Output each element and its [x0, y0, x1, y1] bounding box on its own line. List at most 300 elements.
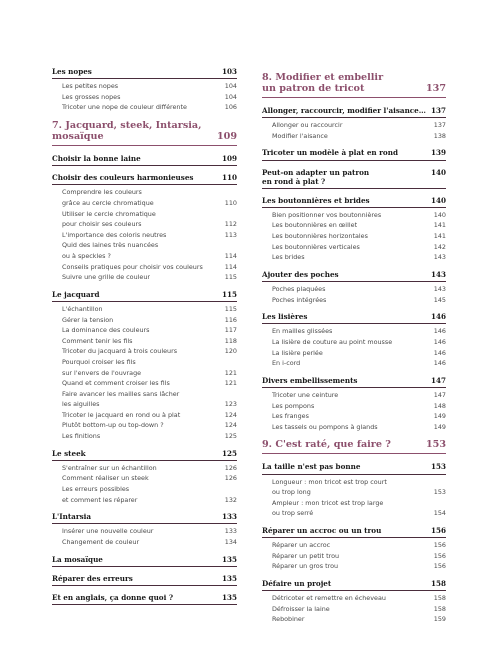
- section-heading[interactable]: [52, 67, 237, 76]
- section-rule: [52, 566, 237, 567]
- section-title: [262, 579, 431, 588]
- toc-section: [262, 526, 446, 572]
- toc-entry[interactable]: [52, 463, 237, 474]
- entry-title-line: Tricoter une nope de couleur différente: [62, 103, 187, 112]
- entry-title-line: Les grosses nopes: [62, 92, 121, 101]
- toc-entry[interactable]: [262, 593, 446, 604]
- entry-title: [52, 102, 225, 113]
- entry-title-line: les aiguilles: [62, 400, 100, 409]
- section-page-number: 135: [221, 554, 237, 564]
- section-heading[interactable]: [262, 462, 446, 471]
- entry-page-number: 149: [433, 422, 446, 431]
- chapter-rule: [262, 97, 446, 98]
- section-heading[interactable]: [52, 555, 237, 564]
- entry-page-number: 153: [433, 488, 446, 497]
- toc-entry[interactable]: [262, 401, 446, 412]
- entry-title-line: Les erreurs possibles: [62, 485, 130, 494]
- toc-entry[interactable]: [262, 390, 446, 401]
- toc-entry[interactable]: [262, 284, 446, 295]
- entry-page-number: 148: [433, 401, 446, 410]
- entry-page-number: 158: [433, 594, 446, 603]
- toc-entry[interactable]: [262, 551, 446, 562]
- chapter-title-line: mosaïque: [52, 130, 104, 142]
- toc-section: [52, 67, 237, 113]
- toc-entry[interactable]: [262, 348, 446, 359]
- entry-page-number: 134: [224, 538, 237, 547]
- entry-title: [52, 209, 225, 230]
- toc-entry[interactable]: [262, 477, 446, 498]
- entry-page-number: 156: [433, 541, 446, 550]
- toc-column-left: [52, 66, 237, 612]
- toc-entry[interactable]: [262, 120, 446, 131]
- entry-page-number: 115: [224, 304, 237, 313]
- entry-title: [262, 284, 434, 295]
- section-page-number: 143: [430, 269, 446, 279]
- entry-page-number: 141: [433, 231, 446, 240]
- section-page-number: 109: [221, 153, 237, 163]
- toc-entry[interactable]: [262, 210, 446, 221]
- entry-title: [262, 120, 434, 131]
- entry-title-line: Suivre une grille de couleur: [62, 273, 151, 282]
- section-title-line: Les lisières: [262, 312, 308, 322]
- entry-page-number: 143: [433, 253, 446, 262]
- section-title-line: Réparer un accroc ou un trou: [262, 525, 382, 535]
- entry-title: [262, 337, 434, 348]
- entry-title: [262, 210, 434, 221]
- entry-title-line: Comment réaliser un steek: [62, 474, 149, 483]
- section-title: [52, 173, 222, 182]
- toc-entry[interactable]: [52, 473, 237, 484]
- chapter-row: [52, 120, 237, 142]
- entry-page-number: 113: [224, 230, 237, 239]
- section-rule: [262, 160, 446, 161]
- entry-title: [262, 411, 434, 422]
- section-page-number: 140: [430, 195, 446, 205]
- section-title: [52, 593, 222, 602]
- entry-title-line: Défroisser la laine: [272, 604, 330, 613]
- toc-section: [52, 555, 237, 567]
- chapter-page-number: 137: [425, 83, 446, 94]
- section-rule: [262, 188, 446, 189]
- section-heading[interactable]: [262, 579, 446, 588]
- section-page-number: 146: [430, 312, 446, 322]
- entry-page-number: 126: [224, 463, 237, 472]
- entry-title: [262, 358, 434, 369]
- section-page-number: 156: [430, 525, 446, 535]
- entry-title-line: Quid des laines très nuancées: [62, 241, 159, 250]
- toc-entry[interactable]: [262, 358, 446, 369]
- chapter-page-number: 153: [425, 439, 446, 451]
- toc-section: [262, 168, 446, 189]
- entry-title-line: Insérer une nouvelle couleur: [62, 527, 154, 536]
- entry-title: [262, 422, 434, 433]
- toc-section: [262, 462, 446, 519]
- entry-title: [52, 389, 225, 410]
- toc-entry[interactable]: [262, 220, 446, 231]
- entry-title: [52, 526, 225, 537]
- section-page-number: 139: [430, 148, 446, 158]
- entry-title: [52, 92, 225, 103]
- toc-entry[interactable]: [262, 131, 446, 142]
- entry-title: [262, 131, 434, 142]
- entry-page-number: 140: [433, 210, 446, 219]
- section-title: [262, 106, 431, 115]
- toc-section: [52, 154, 237, 166]
- entry-title-line: sur l'envers de l'ouvrage: [62, 368, 142, 377]
- section-rule: [262, 281, 446, 282]
- section-title: [52, 512, 222, 521]
- entry-page-number: 142: [433, 242, 446, 251]
- toc-entry[interactable]: [52, 325, 237, 336]
- entry-title: [52, 463, 225, 474]
- entry-title-line: La dominance des couleurs: [62, 326, 150, 335]
- entry-title: [262, 252, 434, 263]
- chapter-heading[interactable]: [262, 72, 446, 98]
- entry-title: [262, 477, 434, 498]
- toc-entry[interactable]: [52, 357, 237, 378]
- toc-entry[interactable]: [52, 209, 237, 230]
- toc-entry[interactable]: [52, 304, 237, 315]
- entry-title-line: Détricoter et remettre en écheveau: [272, 594, 386, 603]
- section-heading[interactable]: [52, 574, 237, 583]
- toc-entry[interactable]: [262, 498, 446, 519]
- entry-title: [262, 593, 434, 604]
- toc-entry[interactable]: [262, 252, 446, 263]
- entry-title-line: Réparer un accroc: [272, 541, 331, 550]
- section-title-line: Choisir la bonne laine: [52, 153, 141, 163]
- section-heading[interactable]: [52, 173, 237, 182]
- section-title: [262, 168, 431, 186]
- entry-title: [262, 604, 434, 615]
- entry-title-line: Les franges: [272, 412, 309, 421]
- toc-entry[interactable]: [52, 272, 237, 283]
- entry-title: [262, 498, 434, 519]
- entry-page-number: 106: [224, 103, 237, 112]
- entry-page-number: 143: [433, 284, 446, 293]
- entry-page-number: 110: [224, 198, 237, 207]
- toc-entry[interactable]: [52, 336, 237, 347]
- chapter-heading[interactable]: [52, 120, 237, 146]
- toc-entry[interactable]: [52, 240, 237, 261]
- entry-title-line: Poches plaquées: [272, 284, 326, 293]
- section-page-number: 137: [430, 106, 446, 115]
- entry-page-number: 132: [224, 495, 237, 504]
- entry-title-line: En i-cord: [272, 359, 301, 368]
- toc-entry[interactable]: [262, 231, 446, 242]
- toc-entry[interactable]: [262, 614, 446, 625]
- toc-entry[interactable]: [52, 262, 237, 273]
- entry-page-number: 154: [433, 509, 446, 518]
- entry-title: [262, 231, 434, 242]
- entry-title-line: Les boutonnières en œillet: [272, 221, 358, 230]
- section-heading[interactable]: [262, 270, 446, 279]
- entry-page-number: 114: [224, 251, 237, 260]
- section-title: [52, 67, 222, 76]
- section-rule: [262, 387, 446, 388]
- entry-title-line: et comment les réparer: [62, 495, 138, 504]
- entry-title: [52, 431, 225, 442]
- section-page-number: 135: [221, 573, 237, 583]
- entry-page-number: 125: [224, 432, 237, 441]
- toc-section: [262, 312, 446, 369]
- entry-title-line: S'entraîner sur un échantillon: [62, 463, 157, 472]
- toc-entry[interactable]: [262, 422, 446, 433]
- entry-title: [52, 304, 225, 315]
- section-page-number: 135: [221, 593, 237, 603]
- section-heading[interactable]: [52, 449, 237, 458]
- section-title-line: Les boutonnières et brides: [262, 195, 370, 205]
- entry-title-line: Les pompons: [272, 401, 315, 410]
- entry-page-number: 146: [433, 337, 446, 346]
- section-title: [52, 574, 222, 583]
- section-title: [262, 148, 431, 157]
- entry-title: [262, 401, 434, 412]
- toc-entry[interactable]: [52, 389, 237, 410]
- toc-entry[interactable]: [52, 346, 237, 357]
- entry-page-number: 112: [224, 220, 237, 229]
- entry-title: [52, 262, 225, 273]
- toc-entry[interactable]: [52, 315, 237, 326]
- entry-page-number: 156: [433, 551, 446, 560]
- section-rule: [262, 537, 446, 538]
- section-title: [262, 312, 431, 321]
- section-rule: [52, 604, 237, 605]
- entry-title-line: Les brides: [272, 253, 305, 262]
- entry-title-line: Modifier l'aisance: [272, 131, 328, 140]
- section-title-line: en rond à plat ?: [262, 176, 326, 186]
- entry-page-number: 145: [433, 295, 446, 304]
- section-heading[interactable]: [52, 154, 237, 163]
- toc-entry[interactable]: [262, 295, 446, 306]
- section-heading[interactable]: [52, 512, 237, 521]
- entry-page-number: 116: [224, 315, 237, 324]
- section-rule: [262, 590, 446, 591]
- entry-title-line: La lisière perlée: [272, 348, 323, 357]
- toc-entry[interactable]: [262, 561, 446, 572]
- toc-entry[interactable]: [262, 411, 446, 422]
- entry-title-line: Utiliser le cercle chromatique: [62, 209, 156, 218]
- entry-title: [262, 390, 434, 401]
- section-heading[interactable]: [262, 196, 446, 205]
- entry-title-line: En mailles glissées: [272, 327, 333, 336]
- entry-title-line: Tricoter le jacquard en rond ou à plat: [62, 410, 181, 419]
- section-page-number: 153: [430, 462, 446, 472]
- toc-section: [52, 449, 237, 506]
- toc-section: [262, 196, 446, 263]
- section-page-number: 103: [221, 67, 237, 76]
- toc-entry[interactable]: [52, 431, 237, 442]
- entry-title: [262, 242, 434, 253]
- section-page-number: 140: [430, 167, 446, 177]
- toc-entry[interactable]: [52, 526, 237, 537]
- entry-page-number: 104: [224, 92, 237, 101]
- chapter-rule: [52, 145, 237, 146]
- entry-page-number: 114: [224, 262, 237, 271]
- entry-title: [52, 187, 225, 208]
- entry-title-line: Réparer un petit trou: [272, 551, 340, 560]
- toc-section: [262, 376, 446, 433]
- section-title: [262, 526, 431, 535]
- toc-section: [52, 512, 237, 547]
- entry-title: [262, 326, 434, 337]
- toc-section: [262, 579, 446, 625]
- toc-entry[interactable]: [52, 230, 237, 241]
- toc-section: [52, 593, 237, 605]
- toc-entry[interactable]: [52, 484, 237, 505]
- entry-title-line: Longueur : mon tricot est trop court: [272, 477, 387, 486]
- toc-entry[interactable]: [262, 337, 446, 348]
- section-title-line: Réparer des erreurs: [52, 573, 133, 583]
- entry-title-line: Comment tenir les fils: [62, 336, 133, 345]
- toc-section: [262, 148, 446, 160]
- entry-title: [52, 240, 225, 261]
- section-title-line: Et en anglais, ça donne quoi ?: [52, 593, 174, 603]
- entry-title-line: La lisière de couture au point mousse: [272, 337, 393, 346]
- entry-title-line: Les boutonnières horizontales: [272, 231, 368, 240]
- entry-title-line: Rebobiner: [272, 615, 305, 624]
- entry-page-number: 149: [433, 412, 446, 421]
- section-title-line: Peut-on adapter un patron: [262, 167, 370, 177]
- entry-title-line: Gérer la tension: [62, 315, 114, 324]
- chapter-heading[interactable]: [262, 439, 446, 454]
- entry-page-number: 124: [224, 410, 237, 419]
- chapter-title-line: 7. Jacquard, steek, Intarsia,: [52, 119, 202, 131]
- entry-title-line: ou trop serré: [272, 509, 314, 518]
- section-heading[interactable]: [52, 290, 237, 299]
- chapter-row: [262, 72, 446, 94]
- entry-title-line: Réparer un gros trou: [272, 562, 339, 571]
- toc-entry[interactable]: [262, 242, 446, 253]
- entry-title: [52, 346, 225, 357]
- entry-page-number: 158: [433, 604, 446, 613]
- entry-title-line: Tricoter du jacquard à trois couleurs: [62, 347, 178, 356]
- toc-entry[interactable]: [52, 187, 237, 208]
- section-title-line: La mosaïque: [52, 554, 103, 564]
- entry-title-line: Bien positionner vos boutonnières: [272, 210, 382, 219]
- toc-entry[interactable]: [52, 410, 237, 421]
- section-title-line: Défaire un projet: [262, 578, 332, 588]
- section-page-number: 133: [221, 512, 237, 522]
- section-title-line: La taille n'est pas bonne: [262, 462, 361, 472]
- entry-page-number: 146: [433, 327, 446, 336]
- entry-title: [262, 614, 434, 625]
- section-title: [52, 154, 222, 163]
- section-heading[interactable]: [262, 148, 446, 157]
- entry-page-number: 118: [224, 336, 237, 345]
- section-page-number: 110: [221, 173, 237, 183]
- entry-title-line: L'importance des coloris neutres: [62, 230, 167, 239]
- section-title-line: Choisir des couleurs harmonieuses: [52, 173, 194, 183]
- entry-title-line: ou trop long: [272, 488, 311, 497]
- entry-title: [52, 325, 225, 336]
- entry-title-line: Quand et comment croiser les fils: [62, 379, 170, 388]
- entry-title-line: Les finitions: [62, 432, 101, 441]
- section-rule: [52, 184, 237, 185]
- toc-entry[interactable]: [52, 537, 237, 548]
- entry-title: [262, 295, 434, 306]
- chapter-rule: [262, 453, 446, 454]
- entry-title-line: Les tassels ou pompons à glands: [272, 422, 378, 431]
- entry-title-line: Conseils pratiques pour choisir vos couleurs: [62, 262, 203, 271]
- section-title-line: Ajouter des poches: [262, 269, 339, 279]
- chapter-title: [262, 72, 426, 94]
- toc-entry[interactable]: [262, 326, 446, 337]
- section-title-line: Le steek: [52, 448, 86, 458]
- entry-page-number: 121: [224, 379, 237, 388]
- entry-page-number: 159: [433, 615, 446, 624]
- entry-title-line: Les boutonnières verticales: [272, 242, 360, 251]
- section-rule: [52, 165, 237, 166]
- section-title: [262, 376, 431, 385]
- entry-page-number: 124: [224, 421, 237, 430]
- toc-section: [52, 290, 237, 442]
- section-title: [262, 462, 431, 471]
- section-title-line: Le jacquard: [52, 289, 100, 299]
- entry-title-line: Allonger ou raccourcir: [272, 121, 343, 130]
- section-heading[interactable]: [262, 526, 446, 535]
- section-page-number: 115: [221, 289, 237, 299]
- toc-entry[interactable]: [52, 92, 237, 103]
- entry-title-line: Les petites nopes: [62, 82, 119, 91]
- section-heading[interactable]: [52, 593, 237, 602]
- section-rule: [52, 78, 237, 79]
- section-rule: [262, 474, 446, 475]
- entry-title-line: grâce au cercle chromatique: [62, 198, 154, 207]
- entry-title: [262, 220, 434, 231]
- section-title: [52, 290, 222, 299]
- toc-section: [262, 270, 446, 305]
- entry-page-number: 104: [224, 82, 237, 91]
- toc-entry[interactable]: [52, 420, 237, 431]
- entry-title: [52, 336, 225, 347]
- entry-title: [52, 537, 225, 548]
- chapter-title: [52, 120, 217, 142]
- section-rule: [52, 523, 237, 524]
- section-rule: [262, 323, 446, 324]
- entry-title: [52, 315, 225, 326]
- entry-page-number: 138: [433, 131, 446, 140]
- section-title-line: Allonger, raccourcir, modifier l'aisance…: [262, 106, 426, 115]
- section-rule: [262, 117, 446, 118]
- toc-entry[interactable]: [52, 378, 237, 389]
- entry-page-number: 146: [433, 348, 446, 357]
- entry-title-line: Comprendre les couleurs: [62, 188, 142, 197]
- entry-title: [52, 378, 225, 389]
- chapter-title: [262, 439, 426, 450]
- entry-title: [52, 484, 225, 505]
- section-rule: [262, 207, 446, 208]
- section-title: [52, 555, 222, 564]
- section-page-number: 125: [221, 448, 237, 458]
- entry-title: [52, 410, 225, 421]
- entry-page-number: 133: [224, 527, 237, 536]
- entry-title: [52, 473, 225, 484]
- section-heading[interactable]: [262, 106, 446, 115]
- toc-entry[interactable]: [52, 102, 237, 113]
- chapter-row: [262, 439, 446, 450]
- entry-title-line: Ampleur : mon tricot est trop large: [272, 498, 384, 507]
- toc-entry[interactable]: [262, 604, 446, 615]
- section-heading[interactable]: [262, 312, 446, 321]
- entry-page-number: 146: [433, 359, 446, 368]
- section-page-number: 158: [430, 578, 446, 588]
- section-title: [52, 449, 222, 458]
- section-heading[interactable]: [262, 376, 446, 385]
- section-heading[interactable]: [262, 168, 446, 186]
- toc-entry[interactable]: [52, 81, 237, 92]
- toc-entry[interactable]: [262, 540, 446, 551]
- chapter-title-line: un patron de tricot: [262, 83, 365, 94]
